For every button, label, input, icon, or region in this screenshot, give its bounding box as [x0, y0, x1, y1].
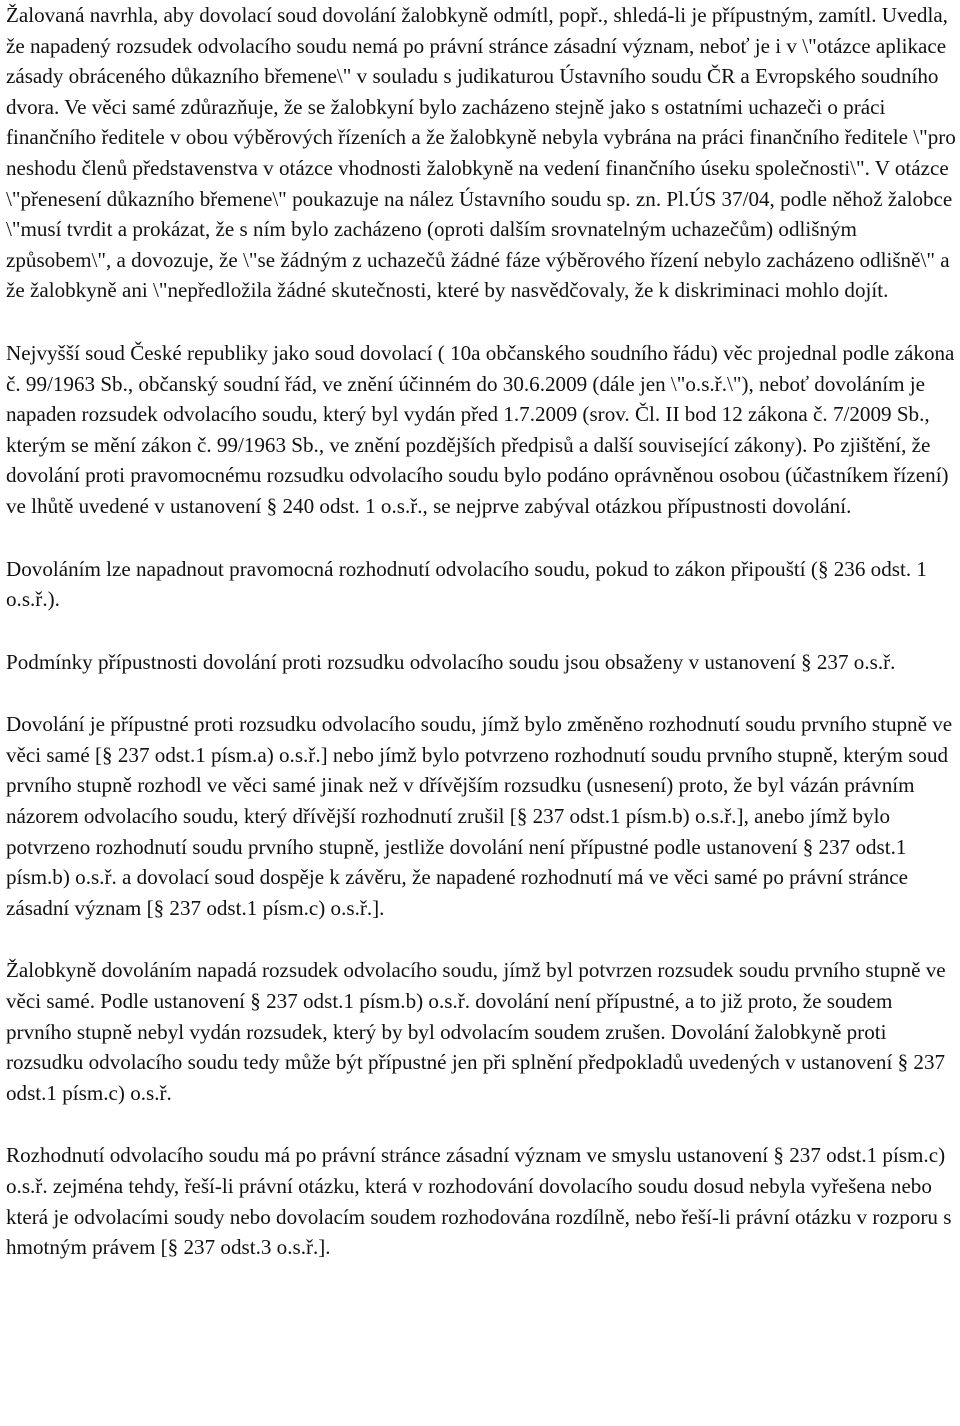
document-page	[6, 0, 956, 1263]
paragraph-defendant-response: Žalovaná navrhla, aby dovolací soud dovolání žalobkyně odmítl, popř., shledá-li je přípustným, zamítl. Uvedla, že napadený rozsudek odvolacího soudu nemá po právní stránce zásadní význam, neboť je i v \"otázce aplikace zásady obráceného důkazního břemene\" v souladu s judikaturou Ústavního soudu ČR a Evropského soudního dvora. Ve věci samé zdůrazňuje, že se žalobkyní bylo zacházeno stejně jako s ostatními uchazeči o práci finančního ředitele v obou výběrových řízeních a že žalobkyně nebyla vybrána na práci finančního ředitele \"pro neshodu členů představenstva v otázce vhodnosti žalobkyně na vedení finančního úseku společnosti\". V otázce \"přenesení důkazního břemene\" poukazuje na nález Ústavního soudu sp. zn. Pl.ÚS 37/04, podle něhož žalobce \"musí tvrdit a prokázat, že s ním bylo zacházeno (oproti dalším srovnatelným uchazečům) odlišným způsobem\", a dovozuje, že \"se žádným z uchazečů žádné fáze výběrového řízení nebylo zacházeno odlišně\" a že žalobkyně ani \"nepředložila žádné skutečnosti, které by nasvědčovaly, že k diskriminaci mohlo dojít.	[6, 3, 956, 303]
paragraph-supreme-court-procedure: Nejvyšší soud České republiky jako soud dovolací ( 10a občanského soudního řádu) věc projednal podle zákona č. 99/1963 Sb., občanský soudní řád, ve znění účinném do 30.6.2009 (dále jen \"o.s.ř.\"), neboť dovoláním je napaden rozsudek odvolacího soudu, který byl vydán před 1.7.2009 (srov. Čl. II bod 12 zákona č. 7/2009 Sb., kterým se mění zákon č. 99/1963 Sb., ve znění pozdějších předpisů a další související zákony). Po zjištění, že dovolání proti pravomocnému rozsudku odvolacího soudu bylo podáno oprávněnou osobou (účastníkem řízení) ve lhůtě uvedené v ustanovení § 240 odst. 1 o.s.ř., se nejprve zabýval otázkou přípustnosti dovolání.	[6, 340, 955, 518]
paragraph-admissibility-conditions: Podmínky přípustnosti dovolání proti rozsudku odvolacího soudu jsou obsaženy v ustanovení § 237 o.s.ř.	[6, 649, 896, 674]
paragraph-fundamental-significance: Rozhodnutí odvolacího soudu má po právní stránce zásadní význam ve smyslu ustanovení § 237 odst.1 písm.c) o.s.ř. zejména tehdy, řeší-li právní otázku, která v rozhodování dovolacího soudu dosud nebyla vyřešena nebo která je odvolacími soudy nebo dovolacím soudem rozhodována rozdílně, nebo řeší-li právní otázku v rozporu s hmotným právem [§ 237 odst.3 o.s.ř.].	[6, 1143, 952, 1260]
paragraph-admissibility-cases: Dovolání je přípustné proti rozsudku odvolacího soudu, jímž bylo změněno rozhodnutí soudu prvního stupně ve věci samé [§ 237 odst.1 písm.a) o.s.ř.] nebo jímž bylo potvrzeno rozhodnutí soudu prvního stupně, kterým soud prvního stupně rozhodl ve věci samé jinak než v dřívějším rozsudku (usnesení) proto, že byl vázán právním názorem odvolacího soudu, který dřívější rozhodnutí zrušil [§ 237 odst.1 písm.b) o.s.ř.], anebo jímž bylo potvrzeno rozhodnutí soudu prvního stupně, jestliže dovolání není přípustné podle ustanovení § 237 odst.1 písm.b) o.s.ř. a dovolací soud dospěje k závěru, že napadené rozhodnutí má ve věci samé po právní stránce zásadní význam [§ 237 odst.1 písm.c) o.s.ř.].	[6, 712, 953, 920]
paragraph-plaintiff-appeal: Žalobkyně dovoláním napadá rozsudek odvolacího soudu, jímž byl potvrzen rozsudek soudu prvního stupně ve věci samé. Podle ustanovení § 237 odst.1 písm.b) o.s.ř. dovolání není přípustné, a to již proto, že soudem prvního stupně nebyl vydán rozsudek, který by byl odvolacím soudem zrušen. Dovolání žalobkyně proti rozsudku odvolacího soudu tedy může být přípustné jen při splnění předpokladů uvedených v ustanovení § 237 odst.1 písm.c) o.s.ř.	[6, 958, 946, 1105]
paragraph-appeal-admissibility: Dovoláním lze napadnout pravomocná rozhodnutí odvolacího soudu, pokud to zákon připouští (§ 236 odst. 1 o.s.ř.).	[6, 556, 927, 612]
